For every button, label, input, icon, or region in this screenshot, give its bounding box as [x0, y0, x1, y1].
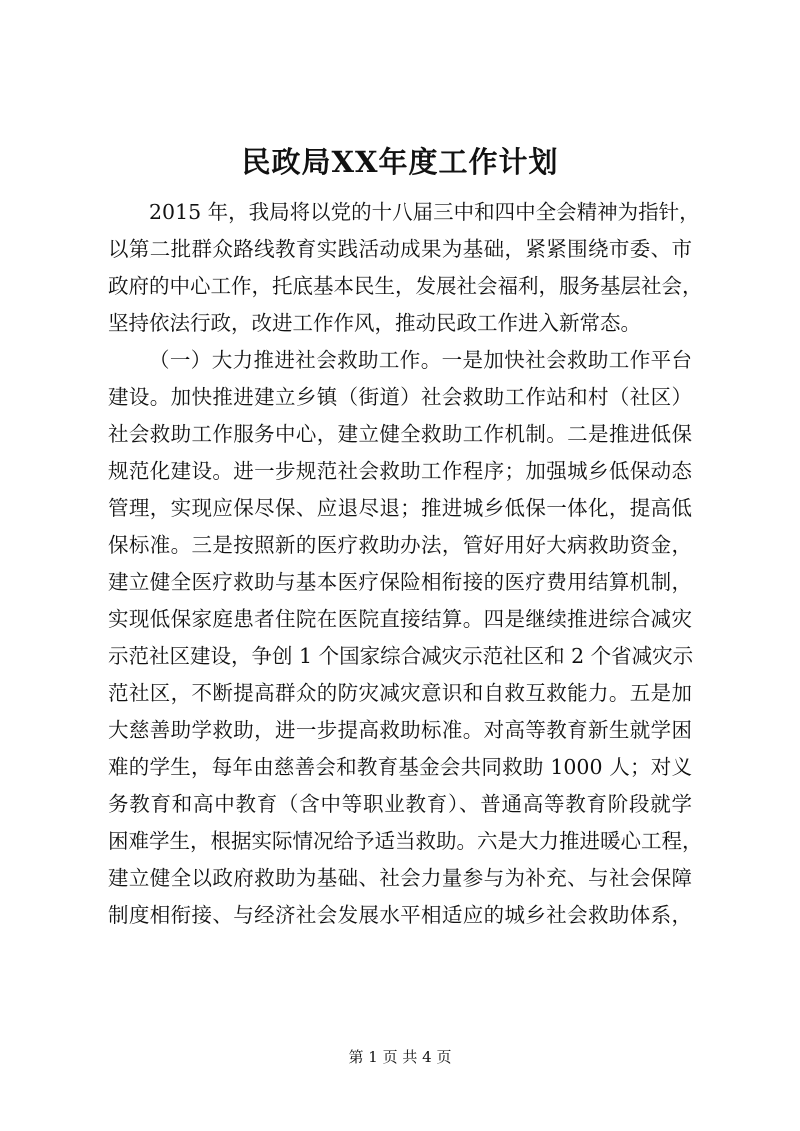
text-line: 务教育和高中教育（含中等职业教育）、普通高等教育阶段就学 [108, 792, 692, 816]
page-number-footer: 第 1 页 共 4 页 [348, 1048, 452, 1066]
text-line: 实现低保家庭患者住院在医院直接结算。四是继续推进综合减灾 [108, 607, 692, 631]
text-line: 管理，实现应保尽保、应退尽退；推进城乡低保一体化，提高低 [108, 496, 692, 520]
text-line: 建设。加快推进建立乡镇（街道）社会救助工作站和村（社区） [108, 385, 692, 409]
text-line: （一）大力推进社会救助工作。一是加快社会救助工作平台 [149, 348, 692, 372]
text-line: 范社区，不断提高群众的防灾减灾意识和自救互救能力。五是加 [108, 681, 692, 705]
text-line: 示范社区建设，争创 1 个国家综合减灾示范社区和 2 个省减灾示 [108, 644, 694, 668]
text-line: 坚持依法行政，改进工作作风，推动民政工作进入新常态。 [108, 311, 641, 335]
text-line: 保标准。三是按照新的医疗救助办法，管好用好大病救助资金， [108, 533, 692, 557]
text-line: 建立健全以政府救助为基础、社会力量参与为补充、与社会保障 [108, 866, 692, 890]
text-line: 政府的中心工作，托底基本民生，发展社会福利，服务基层社会， [108, 274, 703, 298]
paragraph-intro [108, 194, 703, 342]
text-line: 难的学生，每年由慈善会和教育基金会共同救助 1000 人；对义 [108, 755, 692, 779]
text-line: 建立健全医疗救助与基本医疗保险相衔接的医疗费用结算机制， [108, 570, 692, 594]
text-line: 制度相衔接、与经济社会发展水平相适应的城乡社会救助体系， [108, 903, 692, 927]
text-line: 困难学生，根据实际情况给予适当救助。六是大力推进暖心工程， [108, 829, 703, 853]
text-line: 规范化建设。进一步规范社会救助工作程序；加强城乡低保动态 [108, 459, 692, 483]
document-body [108, 194, 703, 934]
document-title: 民政局XX年度工作计划 [241, 145, 559, 179]
text-line: 社会救助工作服务中心，建立健全救助工作机制。二是推进低保 [108, 422, 692, 446]
text-line: 2015 年，我局将以党的十八届三中和四中全会精神为指针， [149, 200, 700, 224]
text-line: 以第二批群众路线教育实践活动成果为基础，紧紧围绕市委、市 [108, 237, 692, 261]
text-line: 大慈善助学救助，进一步提高救助标准。对高等教育新生就学困 [108, 718, 692, 742]
paragraph-social-assistance [108, 342, 703, 934]
